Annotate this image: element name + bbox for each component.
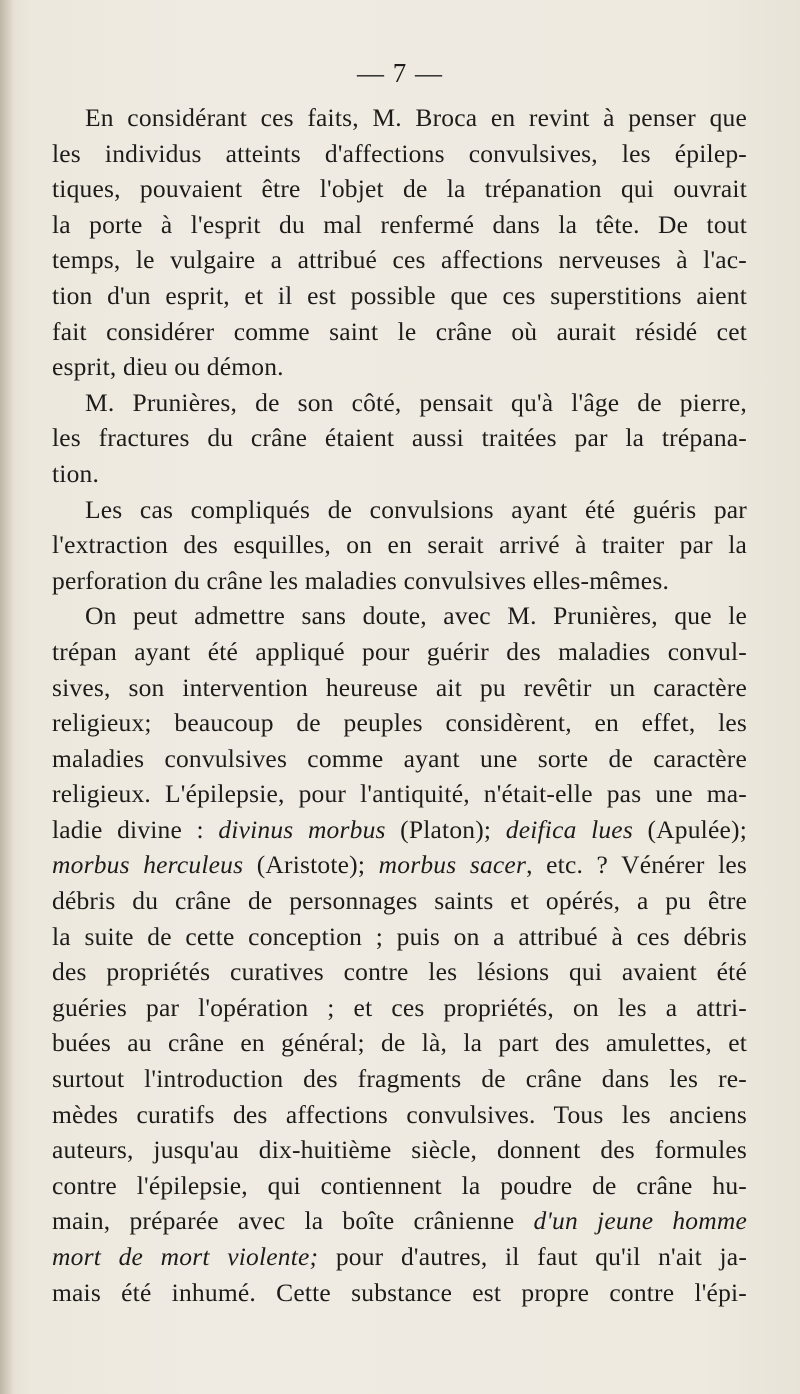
text-line: maladies convulsives comme ayant une sorte de caractère xyxy=(52,743,747,773)
text-line: perforation du crâne les maladies convulsives elles-mêmes. xyxy=(52,565,670,595)
page-number: — 7 — xyxy=(357,58,443,88)
text-line: mèdes curatifs des affections convulsives. Tous les anciens xyxy=(52,1099,747,1129)
text-line: En considérant ces faits, M. Broca en revint à penser que xyxy=(85,103,747,132)
text-line: sives, son intervention heureuse ait pu revêtir un caractère xyxy=(52,672,747,702)
text-line: guéries par l'opération ; et ces propriétés, on les a attri- xyxy=(52,992,747,1022)
body-text xyxy=(52,100,747,1310)
text-line: M. Prunières, de son côté, pensait qu'à l'âge de pierre, xyxy=(85,387,747,417)
text-line: l'extraction des esquilles, on en serait arrivé à traiter par la xyxy=(52,530,747,560)
text-line: religieux; beaucoup de peuples considèrent, en effet, les xyxy=(52,708,747,738)
page-binding-shadow xyxy=(0,0,14,1394)
text-line: débris du crâne de personnages saints et opérés, a pu être xyxy=(52,886,747,916)
text-line: trépan ayant été appliqué pour guérir des maladies convul- xyxy=(52,636,747,666)
text-line: les fractures du crâne étaient aussi traitées par la trépana- xyxy=(52,423,747,453)
text-line: les individus atteints d'affections convulsives, les épilep- xyxy=(52,138,747,168)
text-line: Les cas compliqués de convulsions ayant été guéris par xyxy=(85,494,747,524)
text-line: mort de mort violente; pour d'autres, il faut qu'il n'ait ja- xyxy=(52,1242,748,1271)
text-line: des propriétés curatives contre les lésions qui avaient été xyxy=(52,957,747,987)
text-line: morbus herculeus (Aristote); morbus sacer, etc. ? Vénérer les xyxy=(52,850,748,880)
text-line: la suite de cette conception ; puis on a attribué à ces débris xyxy=(52,921,747,951)
text-line: religieux. L'épilepsie, pour l'antiquité, n'était-elle pas une ma- xyxy=(52,779,747,809)
text-line: On peut admettre sans doute, avec M. Prunières, que le xyxy=(85,601,747,631)
text-line: esprit, dieu ou démon. xyxy=(52,352,284,382)
text-line: contre l'épilepsie, qui contiennent la poudre de crâne hu- xyxy=(52,1170,747,1200)
text-line: buées au crâne en général; de là, la part des amulettes, et xyxy=(52,1028,747,1058)
text-line: temps, le vulgaire a attribué ces affections nerveuses à l'ac- xyxy=(52,245,747,275)
text-line: tiques, pouvaient être l'objet de la trépanation qui ouvrait xyxy=(52,174,747,204)
text-line: mais été inhumé. Cette substance est propre contre l'épi- xyxy=(52,1277,747,1307)
text-line: la porte à l'esprit du mal renfermé dans la tête. De tout xyxy=(52,209,747,239)
text-line: tion d'un esprit, et il est possible que ces superstitions aient xyxy=(52,280,747,310)
text-line: tion. xyxy=(52,458,100,488)
text-line: main, préparée avec la boîte crânienne d'un jeune homme xyxy=(52,1206,747,1236)
text-line: fait considérer comme saint le crâne où aurait résidé cet xyxy=(52,316,747,346)
text-line: ladie divine : divinus morbus (Platon); deifica lues (Apulée); xyxy=(52,814,747,844)
text-line: auteurs, jusqu'au dix-huitième siècle, donnent des formules xyxy=(52,1135,747,1165)
text-line: surtout l'introduction des fragments de crâne dans les re- xyxy=(52,1064,747,1094)
